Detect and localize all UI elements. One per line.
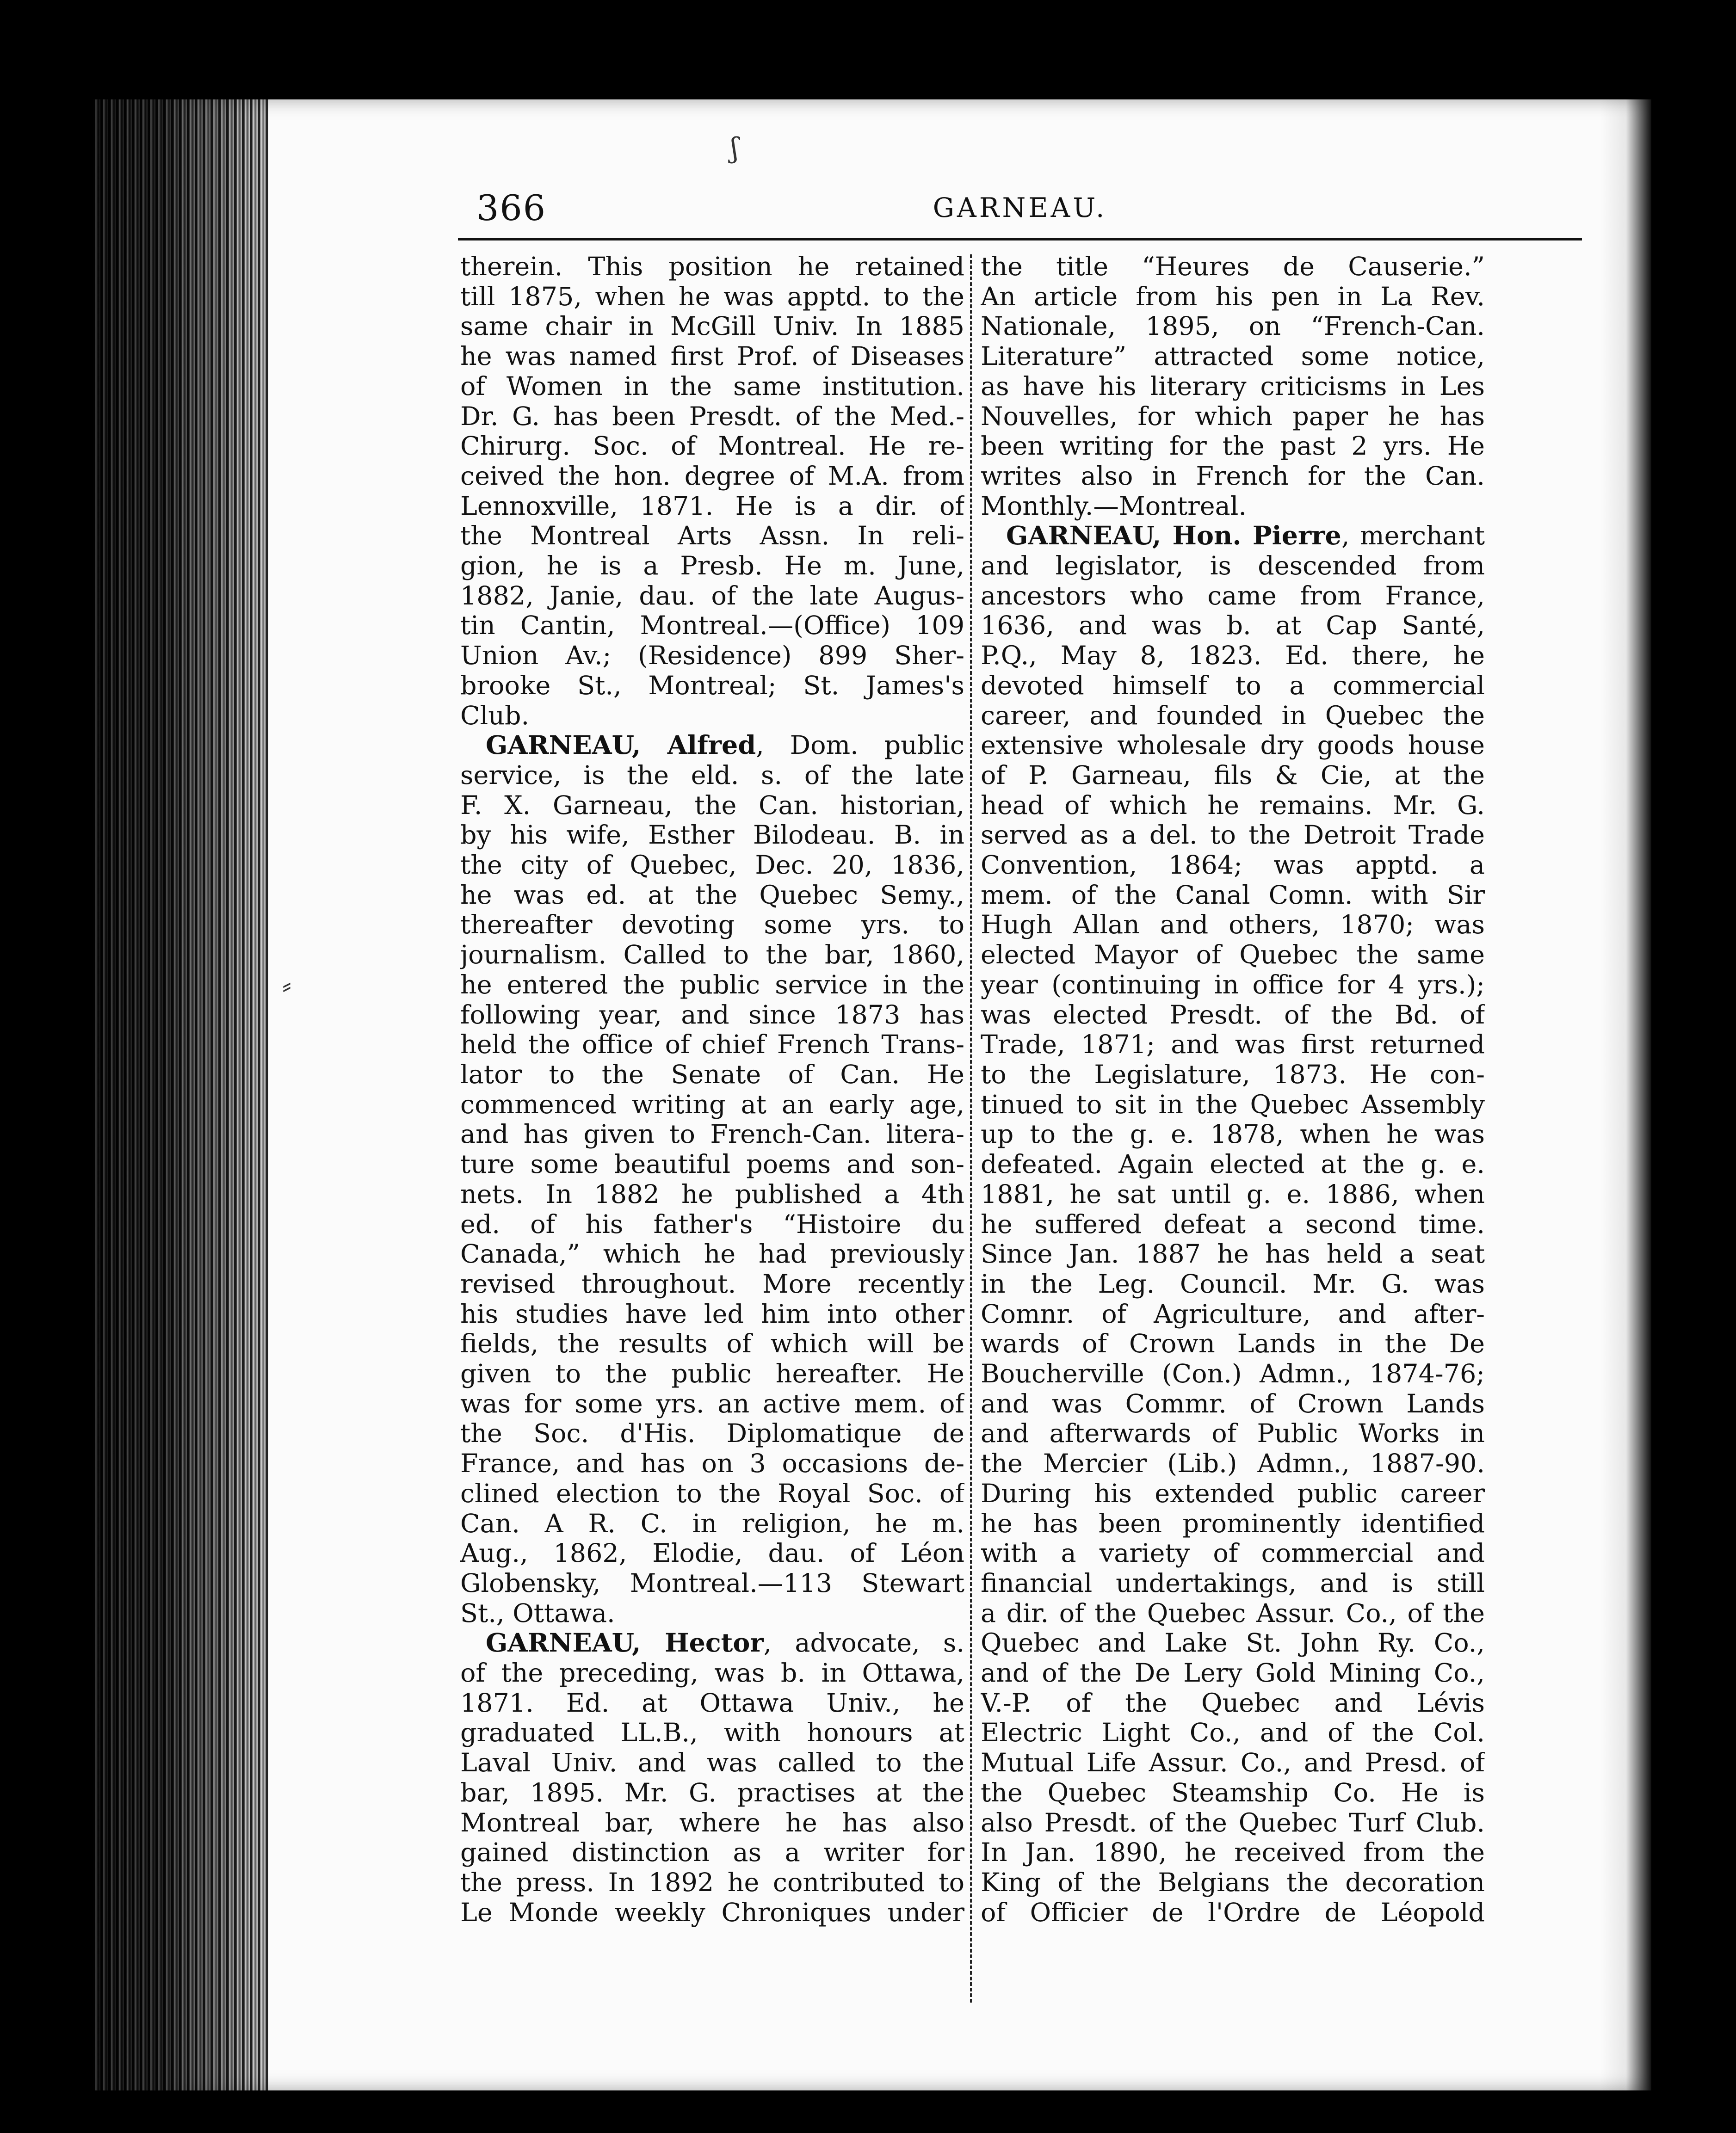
text-line: following year, and since 1873 has (460, 999, 964, 1030)
text-line: the press. In 1892 he contributed to (460, 1867, 964, 1898)
text-line: An article from his pen in La Rev. (981, 281, 1485, 312)
text-line: Hugh Allan and others, 1870; was (981, 910, 1485, 940)
text-line: P.Q., May 8, 1823. Ed. there, he (981, 641, 1485, 671)
text-line: graduated LL.B., with honours at (460, 1718, 964, 1748)
text-line: fields, the results of which will be (460, 1329, 964, 1359)
page-header (458, 173, 1582, 240)
text-line: Trade, 1871; and was first returned (981, 1030, 1485, 1060)
text-line: and was Commr. of Crown Lands (981, 1388, 1485, 1419)
text-line: Union Av.; (Residence) 899 Sher- (460, 641, 964, 671)
text-line: Laval Univ. and was called to the (460, 1748, 964, 1778)
text-line: as have his literary criticisms in Les (981, 371, 1485, 401)
text-line: writes also in French for the Can. (981, 461, 1485, 491)
text-line: of Women in the same institution. (460, 371, 964, 401)
text-line: Electric Light Co., and of the Col. (981, 1718, 1485, 1748)
text-line: he suffered defeat a second time. (981, 1209, 1485, 1239)
text-line: head of which he remains. Mr. G. (981, 790, 1485, 820)
text-line: Lennoxville, 1871. He is a dir. of (460, 491, 964, 521)
text-line: in the Leg. Council. Mr. G. was (981, 1269, 1485, 1299)
text-line: During his extended public career (981, 1478, 1485, 1509)
text-line: same chair in McGill Univ. In 1885 (460, 311, 964, 342)
text-line: the title “Heures de Causerie.” (981, 252, 1485, 282)
text-line: a dir. of the Quebec Assur. Co., of the (981, 1598, 1485, 1628)
text-line: clined election to the Royal Soc. of (460, 1478, 964, 1509)
text-line: of Officier de l'Ordre de Léopold (981, 1897, 1485, 1928)
text-line: his studies have led him into other (460, 1299, 964, 1329)
text-line: Nationale, 1895, on “French-Can. (981, 311, 1485, 342)
text-line: Comnr. of Agriculture, and after- (981, 1299, 1485, 1329)
text-line: therein. This position he retained (460, 252, 964, 282)
text-line: till 1875, when he was apptd. to the (460, 281, 964, 312)
text-line: of P. Garneau, fils & Cie, at the (981, 760, 1485, 790)
running-title: GARNEAU. (933, 192, 1107, 223)
text-line: tin Cantin, Montreal.—(Office) 109 (460, 610, 964, 641)
text-line: GARNEAU, Hector, advocate, s. (486, 1628, 964, 1658)
text-line: year (continuing in office for 4 yrs.); (981, 969, 1485, 1000)
text-line: thereafter devoting some yrs. to (460, 910, 964, 940)
text-line: service, is the eld. s. of the late (460, 760, 964, 790)
pencil-mark: ʃ (731, 132, 739, 164)
text-line: been writing for the past 2 yrs. He (981, 431, 1485, 462)
text-line: elected Mayor of Quebec the same (981, 940, 1485, 970)
text-line: Boucherville (Con.) Admn., 1874-76; (981, 1359, 1485, 1389)
text-line: ceived the hon. degree of M.A. from (460, 461, 964, 491)
text-line: lator to the Senate of Can. He (460, 1059, 964, 1090)
text-line: and of the De Lery Gold Mining Co., (981, 1658, 1485, 1689)
text-line: bar, 1895. Mr. G. practises at the (460, 1777, 964, 1808)
text-line: with a variety of commercial and (981, 1538, 1485, 1569)
text-line: of the preceding, was b. in Ottawa, (460, 1658, 964, 1689)
text-line: and has given to French-Can. litera- (460, 1119, 964, 1150)
text-line: brooke St., Montreal; St. James's (460, 670, 964, 701)
text-line: was for some yrs. an active mem. of (460, 1388, 964, 1419)
text-line: 1871. Ed. at Ottawa Univ., he (460, 1688, 964, 1718)
text-line: France, and has on 3 occasions de- (460, 1449, 964, 1479)
text-line: defeated. Again elected at the g. e. (981, 1149, 1485, 1180)
text-line: career, and founded in Quebec the (981, 700, 1485, 731)
entry-headword: GARNEAU, Hector (486, 1628, 764, 1658)
entry-headword: GARNEAU, Hon. Pierre (1006, 521, 1341, 551)
entry-headword: GARNEAU, Alfred (486, 730, 756, 761)
text-line: Le Monde weekly Chroniques under (460, 1897, 964, 1928)
book-page (93, 99, 1651, 2090)
text-line: St., Ottawa. (460, 1598, 615, 1628)
text-line: the Soc. d'His. Diplomatique de (460, 1418, 964, 1449)
text-line: V.-P. of the Quebec and Lévis (981, 1688, 1485, 1718)
text-line: Chirurg. Soc. of Montreal. He re- (460, 431, 964, 462)
text-line: Since Jan. 1887 he has held a seat (981, 1239, 1485, 1270)
text-line: Canada,” which he had previously (460, 1239, 964, 1270)
text-line: tinued to sit in the Quebec Assembly (981, 1089, 1485, 1120)
text-line: he has been prominently identified (981, 1508, 1485, 1539)
text-line: the city of Quebec, Dec. 20, 1836, (460, 850, 964, 881)
text-line: Dr. G. has been Presdt. of the Med.- (460, 401, 964, 432)
text-line: Quebec and Lake St. John Ry. Co., (981, 1628, 1485, 1658)
text-line: mem. of the Canal Comn. with Sir (981, 880, 1485, 910)
right-column (981, 252, 1485, 2023)
text-line: nets. In 1882 he published a 4th (460, 1179, 964, 1209)
text-line: was elected Presdt. of the Bd. of (981, 999, 1485, 1030)
text-line: gained distinction as a writer for (460, 1837, 964, 1868)
text-line: the Mercier (Lib.) Admn., 1887-90. (981, 1449, 1485, 1479)
text-line: up to the g. e. 1878, when he was (981, 1119, 1485, 1150)
text-line: he was ed. at the Quebec Semy., (460, 880, 964, 910)
text-line: journalism. Called to the bar, 1860, (460, 940, 964, 970)
text-line: In Jan. 1890, he received from the (981, 1837, 1485, 1868)
column-divider (970, 254, 972, 2003)
text-line: to the Legislature, 1873. He con- (981, 1059, 1485, 1090)
text-line: extensive wholesale dry goods house (981, 730, 1485, 761)
text-line: Club. (460, 700, 530, 731)
text-line: F. X. Garneau, the Can. historian, (460, 790, 964, 820)
text-line: Convention, 1864; was apptd. a (981, 850, 1485, 881)
text-line: served as a del. to the Detroit Trade (981, 820, 1485, 851)
page-number: 366 (476, 187, 547, 228)
text-line: Aug., 1862, Elodie, dau. of Léon (460, 1538, 964, 1569)
text-line: King of the Belgians the decoration (981, 1867, 1485, 1898)
text-line: ed. of his father's “Histoire du (460, 1209, 964, 1239)
page-edge (1600, 99, 1651, 2090)
text-line: given to the public hereafter. He (460, 1359, 964, 1389)
text-line: the Montreal Arts Assn. In reli- (460, 521, 964, 551)
text-line: devoted himself to a commercial (981, 670, 1485, 701)
text-line: Mutual Life Assur. Co., and Presd. of (981, 1748, 1485, 1778)
text-line: also Presdt. of the Quebec Turf Club. (981, 1807, 1485, 1838)
binding-shadow (93, 99, 268, 2090)
text-line: gion, he is a Presb. He m. June, (460, 551, 964, 581)
text-line: revised throughout. More recently (460, 1269, 964, 1299)
text-line: Can. A R. C. in religion, he m. (460, 1508, 964, 1539)
text-line: 1636, and was b. at Cap Santé, (981, 610, 1485, 641)
text-line: held the office of chief French Trans- (460, 1030, 964, 1060)
text-line: Literature” attracted some notice, (981, 341, 1485, 372)
text-line: financial undertakings, and is still (981, 1568, 1485, 1598)
text-line: GARNEAU, Alfred, Dom. public (486, 730, 964, 761)
text-line: 1882, Janie, dau. of the late Augus- (460, 580, 964, 611)
text-line: and legislator, is descended from (981, 551, 1485, 581)
text-line: he entered the public service in the (460, 969, 964, 1000)
text-line: by his wife, Esther Bilodeau. B. in (460, 820, 964, 851)
text-line: and afterwards of Public Works in (981, 1418, 1485, 1449)
text-line: Globensky, Montreal.—113 Stewart (460, 1568, 964, 1598)
text-line: wards of Crown Lands in the De (981, 1329, 1485, 1359)
text-line: 1881, he sat until g. e. 1886, when (981, 1179, 1485, 1209)
text-line: the Quebec Steamship Co. He is (981, 1777, 1485, 1808)
text-line: he was named first Prof. of Diseases (460, 341, 964, 372)
text-line: Nouvelles, for which paper he has (981, 401, 1485, 432)
margin-mark: ⸗ (282, 969, 291, 1001)
text-line: GARNEAU, Hon. Pierre, merchant (1006, 521, 1485, 551)
text-line: Monthly.—Montreal. (981, 491, 1247, 521)
text-line: ture some beautiful poems and son- (460, 1149, 964, 1180)
left-column (460, 252, 964, 2023)
text-line: commenced writing at an early age, (460, 1089, 964, 1120)
text-line: ancestors who came from France, (981, 580, 1485, 611)
text-line: Montreal bar, where he has also (460, 1807, 964, 1838)
